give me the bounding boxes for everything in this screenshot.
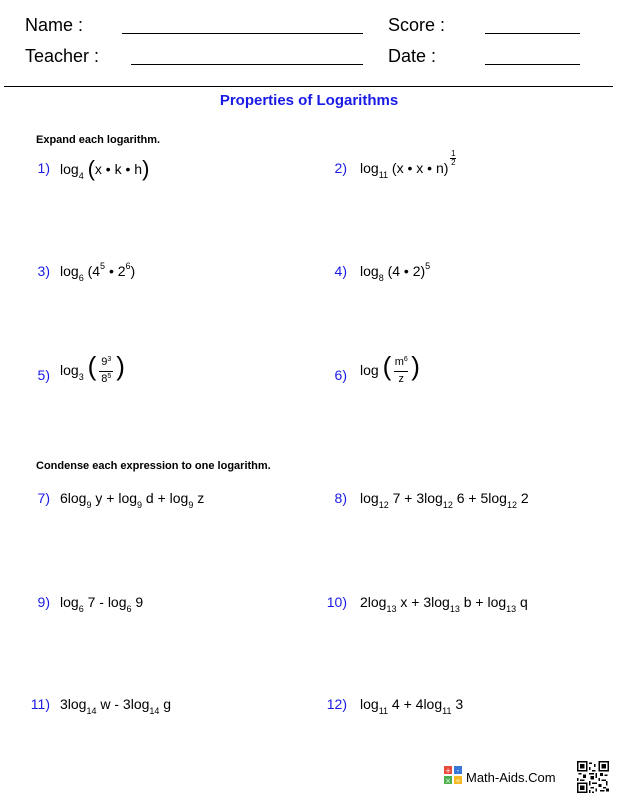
problem-5-expression: $\log_3$ ( $\frac{9^3}{8^5}$ ) (60, 351, 125, 385)
problem-10-expression: $2\log_{13}$ $x + 3\log_{13}$ $b + \log_{13} q$ (360, 594, 528, 614)
svg-text:-: - (456, 767, 460, 775)
problem-4-number: 4) (334, 263, 347, 279)
header-divider (4, 86, 613, 87)
problem-3-number: 3) (37, 263, 50, 279)
expand-instruction: Expand each logarithm. (36, 134, 161, 146)
problem-11-expression: $3\log_{14}$ w - $3\log_{14}$ g (60, 696, 172, 716)
problem-7-number: 7) (37, 490, 50, 506)
brand-text[interactable]: Math-Aids.Com (466, 770, 556, 785)
problem-8-number: 8) (334, 490, 347, 506)
svg-text:×: × (445, 777, 451, 784)
svg-text:÷: ÷ (455, 777, 461, 784)
problem-1-number: 1) (37, 160, 50, 176)
problem-5-number: 5) (37, 367, 50, 383)
problem-11-number: 11) (30, 696, 50, 712)
qr-code-icon (577, 761, 609, 793)
math-aids-logo-icon (444, 766, 462, 784)
teacher-field[interactable] (131, 64, 363, 65)
problem-9-number: 9) (37, 594, 50, 610)
problem-3-expression: $\log_6 (4^5$ • $2^6$) (60, 261, 136, 283)
score-label: Score : (388, 15, 446, 35)
problem-6-number: 6) (334, 367, 347, 383)
date-label: Date : (388, 46, 437, 66)
name-label: Name : (25, 15, 84, 35)
problem-1-expression: $\log_4 (x$ • k • h) (60, 156, 150, 181)
problem-12-expression: $\log_{11} 4 + 4\log_{11}$ 3 (360, 696, 464, 716)
problem-6-expression: log ( $\frac{m^6}{z}$ ) (360, 351, 420, 386)
date-field[interactable] (485, 64, 580, 65)
condense-instruction: Condense each expression to one logarithm. (36, 460, 271, 472)
name-field[interactable] (122, 33, 363, 34)
worksheet-title: Properties of Logarithms (219, 92, 399, 109)
problem-10-number: 10) (326, 594, 347, 610)
problem-4-expression: $\log_8 (4$ • 2)$^5$ (360, 261, 431, 283)
svg-text:+: + (445, 767, 451, 775)
problem-9-expression: $\log_6 7 - \log_6 9$ (60, 594, 144, 614)
problem-2-expression: $\log_{11} (x$ • x • n) $\frac{1}{2}$ (360, 148, 456, 180)
score-field[interactable] (485, 33, 580, 34)
problem-7-expression: $6\log_9$ $y + \log_9 d + \log_9 z$ (60, 490, 205, 510)
teacher-label: Teacher : (25, 46, 100, 66)
problem-8-expression: $\log_{12} 7 + 3\log_{12}$ $6 + 5\log_{12}$ 2 (360, 490, 529, 510)
problem-12-number: 12) (326, 696, 347, 712)
problem-2-number: 2) (334, 160, 347, 176)
